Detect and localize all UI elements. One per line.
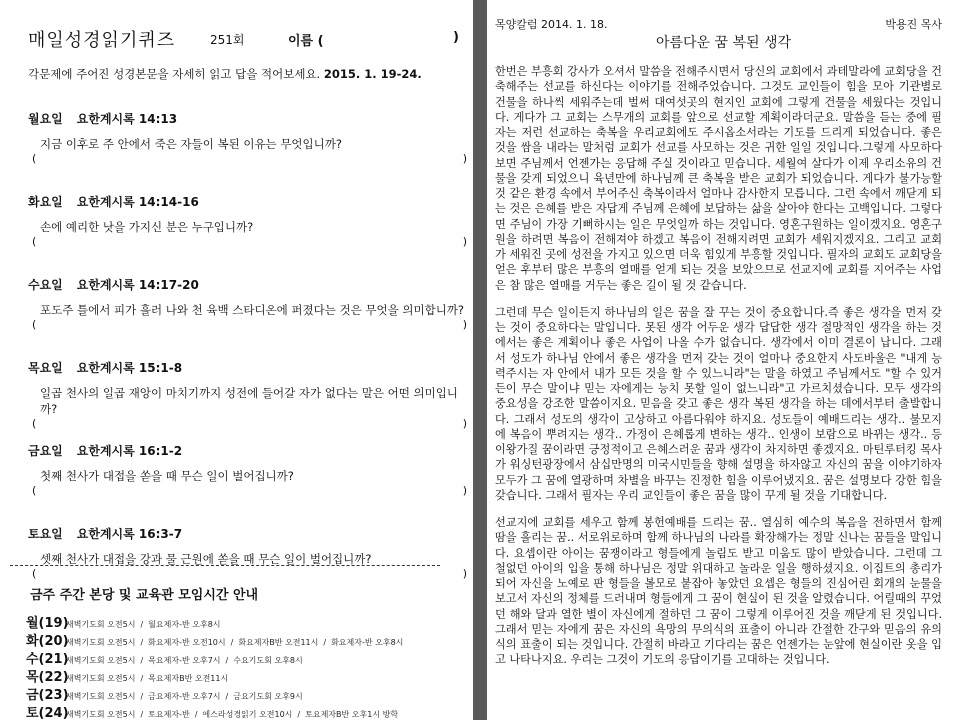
schedule-item: 새벽기도회 오전5시 (66, 638, 136, 647)
schedule-day: 수(21) (26, 652, 69, 667)
answer-line[interactable]: ( ) (32, 567, 467, 580)
column-paragraph: 그런데 무슨 일이든지 하나님의 일은 꿈을 잘 꾸는 것이 중요합니다.즉 좋은 생각을 먼저 갖는 것이 중요하다는 말입니다. 못된 생각 어두운 생각 답답한 생각 절망적인 생각을 하는 것에서는 좋은 계획이나 좋은 사업이 나올 수가 없습니다. 생각에서 이미 결론이 납니다. 그래서 성도가 하나님 안에서 좋은 생각을 먼저 갖는 것이 얼마나 중요한지 사도바울은 "내게 능력주시는 자 안에서 내가 모든 것을 할 수 있느니라"는 말을 하였고 주님께서도 "할 수 있거든이 무슨 말이냐 믿는 자에게는 능치 못할 일이 없느니라"고 가르치셨습니다. 모두 생각의 중요성을 강조한 말씀이지요. 믿음을 갖고 좋은 생각 복된 생각을 하는 데에서부터 출발합니다. 그래서 성도의 생각이 고상하고 아름다워야 하지요. 성도들이 예배드리는 생각.. 불모지에 복음이 뿌려지는 생각.. 가정이 은혜롭게 변하는 생각.. 인생이 보람으로 바뀌는 생각.. 등 이왕가질 꿈이라면 긍정적이고 은혜스러운 꿈과 생각이 차지하면 좋겠지요. 마틴루터킹 목사가 워싱턴광장에서 삼십만명의 미국시민들을 향해 설명을 하자않고 자신의 꿈을 이야기하자 모두가 그 꿈에 열광하며 차별을 바꾸는 진정한 힘을 이루어냈지요. 꿈은 설명보다 강한 힘을 갖습니다. 그래서 필자는 우리 교인들이 좋은 꿈을 많이 꾸게 될 것을 기대합니다. (495, 305, 942, 502)
column-paragraph: 선교지에 교회를 세우고 함께 봉헌예배를 드리는 꿈.. 열심히 예수의 복음을 전하면서 함께 땀을 흘리는 꿈.. 서로위로하며 함께 하나님의 나라를 확장해가는 정말 신나는 꿈들을 말입니다. 요셉이란 아이는 꿈쟁이라고 형들에게 놀림도 받고 미움도 많이 받았습니다. 그런데 그 철없던 아이의 입을 통해 하나님은 정말 위대하고 놀라운 일을 행하셨지요. 이집트의 총리가 되어 자신을 노예로 판 형들을 볼모로 붙잡아 놓았던 요셉은 형들의 진심어린 회개의 눈물을 보고서 자신의 정체를 드러내며 형들에게 그 꿈이 현실이 된 것을 알렸습니다. 어릴때의 꾸었던 해와 달과 열한 별이 자신에게 절하던 그 꿈이 그렇게 이루어진 것을 깨닫게 된 것입니다. 그래서 믿는 자에게 꿈은 자신의 욕망의 무의식의 표출이 아니라 간절한 간구와 믿음의 유의식의 표출이 되는 것입니다. 간절히 바라고 기다리는 꿈은 언젠가는 눈앞에 현실이란 옷을 입고 나타나지요. 우리는 그것이 기도의 응답이기를 고대하는 것입니다. (495, 516, 942, 667)
schedule-item: 월요제자-반 오후8시 (148, 620, 221, 629)
day-reference: 요한계시록 16:1-2 (76, 444, 183, 458)
day-reference: 요한계시록 14:13 (76, 112, 178, 126)
schedule-title: 금주 주간 본당 및 교육관 모임시간 안내 (30, 588, 259, 603)
schedule-item: 새벽기도회 오전5시 (66, 692, 136, 701)
instruction-text: 각문제에 주어진 성경본문을 자세히 읽고 답을 적어보세요. (28, 67, 321, 81)
day-reference: 요한계시록 16:3-7 (76, 527, 183, 541)
quiz-day-tue (28, 193, 467, 276)
schedule-list (26, 612, 467, 720)
answer-line[interactable]: ( ) (32, 318, 467, 331)
column-title: 아름다운 꿈 복된 생각 (655, 35, 792, 51)
day-reference: 요한계시록 14:17-20 (76, 278, 199, 292)
day-reference: 요한계시록 14:14-16 (76, 195, 199, 209)
column-page (487, 0, 960, 720)
quiz-header (24, 22, 463, 52)
schedule-item: 목요제자-반 오후7시 (148, 656, 221, 665)
schedule-item: 금요기도회 오후9시 (233, 692, 303, 701)
quiz-page (0, 0, 473, 720)
schedule-item: 새벽기도회 오전5시 (66, 710, 136, 719)
name-field-close: ) (453, 30, 459, 45)
answer-line[interactable]: ( ) (32, 484, 467, 497)
quiz-instruction (28, 66, 463, 82)
day-question: 포도주 틀에서 피가 흘러 나와 천 육백 스타디온에 퍼졌다는 것은 무엇을 의미합니까? (40, 303, 465, 317)
schedule-item: 수요기도회 오후8시 (233, 656, 303, 665)
instruction-date: 2015. 1. 19-24. (323, 67, 422, 81)
section-divider (10, 565, 440, 566)
schedule-item: 금요제자-반 오후7시 (148, 692, 221, 701)
schedule-item: 토요제자-반 (148, 710, 190, 719)
schedule-item: 화요제자-반 오후8시 (331, 638, 404, 647)
column-label: 목양칼럼 2014. 1. 18. (495, 18, 608, 31)
day-name: 목요일 (28, 361, 63, 375)
day-reference: 요한계시록 15:1-8 (76, 361, 183, 375)
schedule-item: 에스라성경읽기 오전10시 (202, 710, 293, 719)
answer-line[interactable]: ( ) (32, 152, 467, 165)
schedule-day: 토(24) (26, 706, 69, 720)
day-question: 지금 이후로 주 안에서 죽은 자들이 복된 이유는 무엇입니까? (40, 137, 342, 151)
schedule-row: 목(22) 새벽기도회 오전5시 / 목요제자B반 오전11시 (26, 666, 467, 684)
quiz-day-thu (28, 359, 467, 442)
day-question: 손에 예리한 낫을 가지신 분은 누구입니까? (40, 220, 254, 234)
schedule-day: 목(22) (26, 670, 69, 685)
schedule-row: 금(23) 새벽기도회 오전5시 / 금요제자-반 오후7시 / 금요기도회 오후9시 (26, 684, 467, 702)
day-question: 일곱 천사의 일곱 재앙이 마치기까지 성전에 들어갈 자가 없다는 말은 어떤 의미입니까? (40, 386, 458, 416)
schedule-row: 화(20) 새벽기도회 오전5시 / 화요제자-반 오전10시 / 화요제자B반 오전11시 / 화요제자-반 오후8시 (26, 630, 467, 648)
schedule-item: 새벽기도회 오전5시 (66, 656, 136, 665)
quiz-title: 매일성경읽기퀴즈 (28, 30, 176, 51)
schedule-day: 금(23) (26, 688, 69, 703)
schedule-row: 수(21) 새벽기도회 오전5시 / 목요제자-반 오후7시 / 수요기도회 오후8시 (26, 648, 467, 666)
day-name: 금요일 (28, 444, 63, 458)
column-author: 박용진 목사 (885, 18, 942, 31)
schedule-day: 월(19) (26, 616, 69, 631)
column-body (495, 64, 942, 680)
quiz-round: 251회 (210, 33, 245, 47)
schedule-item: 화요제자B반 오전11시 (238, 638, 319, 647)
schedule-item: 새벽기도회 오전5시 (66, 620, 136, 629)
quiz-days (28, 110, 467, 608)
day-name: 월요일 (28, 112, 63, 126)
day-name: 화요일 (28, 195, 63, 209)
quiz-day-wed (28, 276, 467, 359)
column-paragraph: 한번은 부흥회 강사가 오셔서 말씀을 전해주시면서 당신의 교회에서 과테말라에 교회당을 건축해주는 선교를 하신다는 이야기를 전해주었습니다. 그것도 교인들이 힘을 모아 기관별로 건물을 하나씩 세워주는데 벌써 대여섯곳의 현지인 교회에 그렇게 건물을 세웠다는 것입니다. 게다가 그 교회는 스무개의 교회를 앞으로 선교할 계획이라더군요. 말씀을 듣는 중에 필자는 저런 선교하는 축복을 우리교회에도 주시옵소서라는 기도를 드리게 되었습니다. 좋은 것을 쌈을 내라는 말처럼 교회가 선교를 사모하는 것은 귀한 일일 것입니다.그렇게 사모하다보면 주님께서 언젠가는 응답해 주실 것이라고 믿습니다. 세월여 살다가 이제 우리소유의 건물을 갖게 되었으니 육년만에 하나님께 큰 축복을 받은 교회가 되었습니다. 게다가 불가능할 것 같은 환경 속에서 부어주신 축복이라서 얼마나 감사한지 모릅니다. 그런 속에서 깨닫게 되는 것은 은혜를 받은 자답게 주님께 은혜에 보답하는 삶을 살아야 한다는 고백입니다. 그렇다면 주님이 가장 기뻐하시는 일은 무엇일까 하는 것입니다. 영혼구원하는 일이겠지요. 영혼구원을 하려면 복음이 전해져야 하겠고 복음이 전해지려면 교회가 세워지겠지요. 그리고 교회가 세워진 곳에 성전을 가지고 있으면 더욱 힘있게 부흥할 것입니다. 필자의 교회도 교회당을 얻은 후부터 많은 부흥의 열매를 얻게 되는 것을 보았으므로 선교지에 교회를 지어주는 사업은 참 많은 열매를 거두는 좋은 길이 될 것 같습니다. (495, 65, 942, 292)
schedule-day: 화(20) (26, 634, 69, 649)
schedule-item: 목요제자B반 오전11시 (148, 674, 229, 683)
schedule-row: 월(19) 새벽기도회 오전5시 / 월요제자-반 오후8시 (26, 612, 467, 630)
schedule-item: 토요제자B반 오후1시 방학 (305, 710, 399, 719)
name-field-label: 이름 ( (288, 34, 324, 49)
day-name: 토요일 (28, 527, 63, 541)
schedule-row: 토(24) 새벽기도회 오전5시 / 토요제자-반 / 에스라성경읽기 오전10시 / 토요제자B반 오후1시 방학 (26, 702, 467, 720)
day-question: 첫째 천사가 대접을 쏟을 때 무슨 일이 벌어집니까? (40, 469, 294, 483)
quiz-day-fri (28, 442, 467, 525)
answer-line[interactable]: ( ) (32, 417, 467, 430)
schedule-item: 새벽기도회 오전5시 (66, 674, 136, 683)
schedule-item: 화요제자-반 오전10시 (148, 638, 226, 647)
answer-line[interactable]: ( ) (32, 235, 467, 248)
day-question: 셋째 천사가 대접을 강과 물 근원에 쏟을 때 무슨 일이 벌어집니까? (40, 552, 372, 566)
day-name: 수요일 (28, 278, 63, 292)
quiz-day-mon (28, 110, 467, 193)
